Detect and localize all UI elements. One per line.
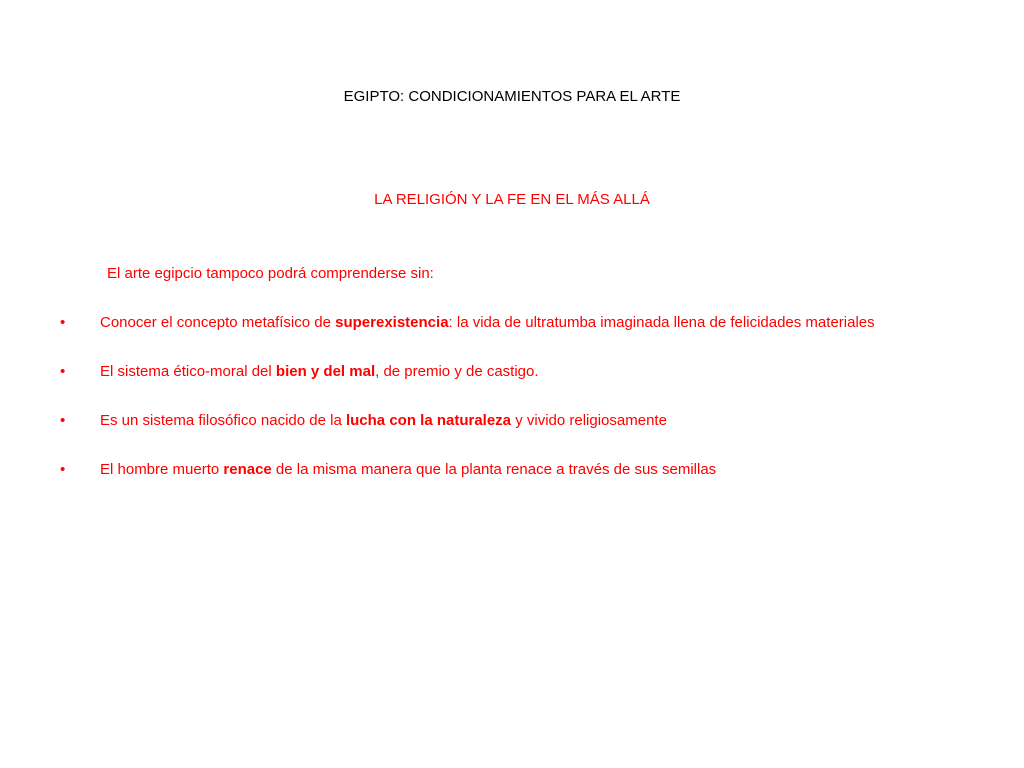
bullet-item — [60, 313, 1000, 333]
bullet-text-before: Conocer el concepto metafísico de — [100, 314, 336, 331]
bullet-text-before: Es un sistema filosófico nacido de la — [100, 412, 346, 429]
slide-title: EGIPTO: CONDICIONAMIENTOS PARA EL ARTE — [343, 88, 681, 105]
bullet-item — [60, 362, 1000, 382]
bullet-dot: • — [60, 461, 66, 478]
intro-text: El arte egipcio tampoco podrá comprenderse sin: — [107, 265, 434, 282]
bullet-text-after: de la misma manera que la planta renace a través de sus semillas — [271, 461, 717, 478]
bullet-text-before: El sistema ético-moral del — [100, 363, 276, 380]
bullet-text-bold: bien y del mal — [275, 363, 376, 380]
bullet-text-bold: renace — [223, 461, 272, 478]
bullet-text-bold: lucha con la naturaleza — [345, 412, 512, 429]
bullet-text-after: : la vida de ultratumba imaginada llena de felicidades materiales — [448, 314, 875, 331]
bullet-item — [60, 460, 1000, 480]
bullet-text-after: y vivido religiosamente — [511, 412, 667, 429]
bullet-dot: • — [60, 314, 66, 331]
slide-subtitle: LA RELIGIÓN Y LA FE EN EL MÁS ALLÁ — [374, 191, 650, 208]
bullet-text-before: El hombre muerto — [100, 461, 224, 478]
bullet-dot: • — [60, 363, 66, 380]
bullet-text-bold: superexistencia — [335, 314, 449, 331]
bullet-text-after: , de premio y de castigo. — [375, 363, 539, 380]
bullet-dot: • — [60, 412, 66, 429]
bullet-item — [60, 411, 1000, 431]
